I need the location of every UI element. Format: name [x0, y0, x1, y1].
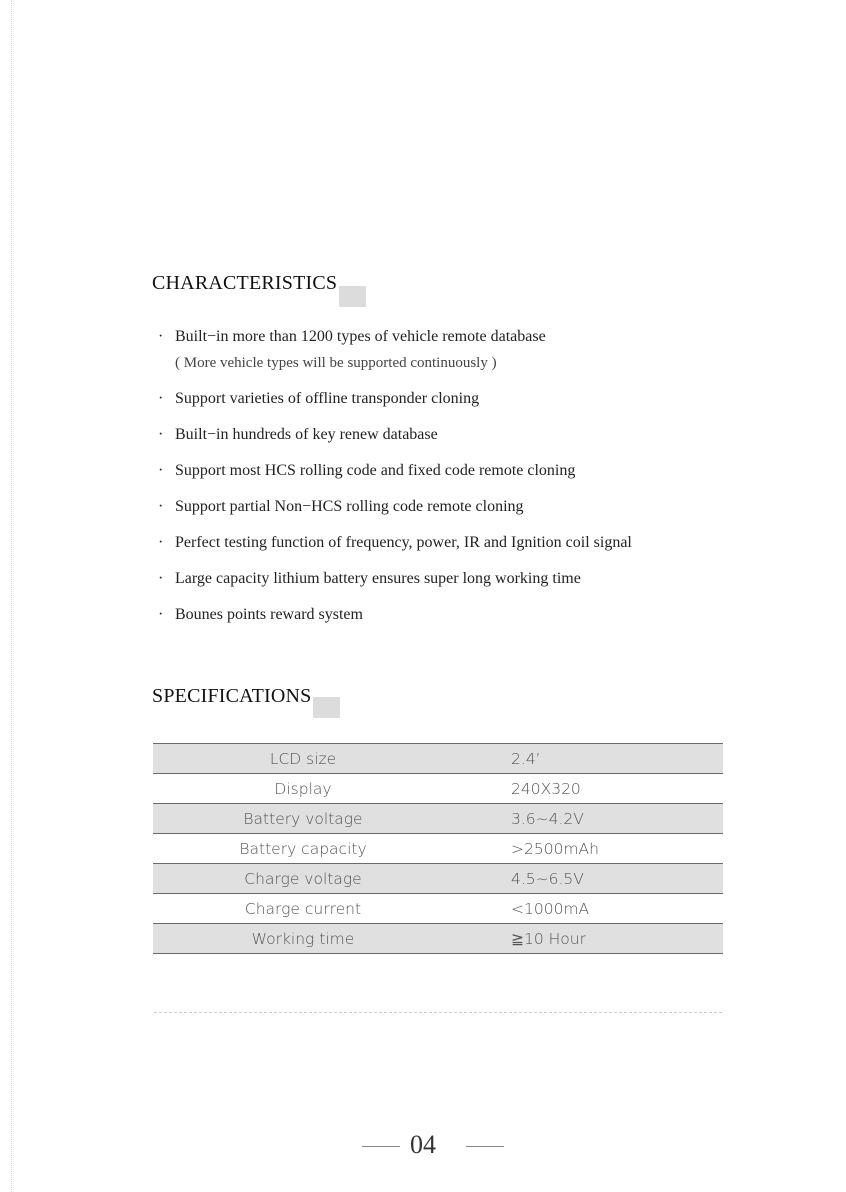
- dashed-divider: [154, 1012, 722, 1013]
- spec-value: <1000mA: [453, 894, 723, 924]
- spec-label: Working time: [153, 924, 453, 954]
- spec-label: Display: [153, 774, 453, 804]
- spec-label: Battery voltage: [153, 804, 453, 834]
- page-number-rule-right: [466, 1146, 504, 1147]
- spec-label: Charge voltage: [153, 864, 453, 894]
- spec-row: [153, 804, 723, 834]
- characteristic-item: · Support partial Non−HCS rolling code remote cloning: [158, 498, 524, 515]
- page-number: 04: [410, 1130, 436, 1159]
- spec-row: [153, 894, 723, 924]
- spec-label: Battery capacity: [153, 834, 453, 864]
- characteristic-item: · Bounes points reward system: [158, 606, 363, 623]
- spec-value: >2500mAh: [453, 834, 723, 864]
- spec-row: [153, 924, 723, 954]
- spec-row: [153, 774, 723, 804]
- spec-row: [153, 744, 723, 774]
- spec-value: 240X320: [453, 774, 723, 804]
- title-accent-block: [339, 286, 366, 307]
- spec-value: 2.4’: [453, 744, 723, 774]
- characteristic-item: · Built−in hundreds of key renew database: [158, 426, 438, 443]
- characteristic-item: · Perfect testing function of frequency, power, IR and Ignition coil signal: [158, 534, 632, 551]
- characteristic-item: · Built−in more than 1200 types of vehicle remote database: [158, 328, 546, 345]
- spec-value: 4.5~6.5V: [453, 864, 723, 894]
- specifications-title: SPECIFICATIONS: [152, 685, 312, 707]
- spec-value: ≧10 Hour: [453, 924, 723, 954]
- spec-label: Charge current: [153, 894, 453, 924]
- characteristic-item: · Large capacity lithium battery ensures super long working time: [158, 570, 581, 587]
- page-edge-guide: [11, 0, 12, 1192]
- spec-label: LCD size: [153, 744, 453, 774]
- characteristic-item: · Support varieties of offline transponder cloning: [158, 390, 480, 407]
- spec-row: [153, 834, 723, 864]
- spec-value: 3.6~4.2V: [453, 804, 723, 834]
- title-accent-block: [313, 697, 340, 718]
- characteristics-title: CHARACTERISTICS: [152, 272, 338, 294]
- characteristic-item: · Support most HCS rolling code and fixed code remote cloning: [158, 462, 576, 479]
- spec-row: [153, 864, 723, 894]
- characteristic-note: ( More vehicle types will be supported continuously ): [175, 355, 497, 371]
- specifications-table: [153, 743, 723, 954]
